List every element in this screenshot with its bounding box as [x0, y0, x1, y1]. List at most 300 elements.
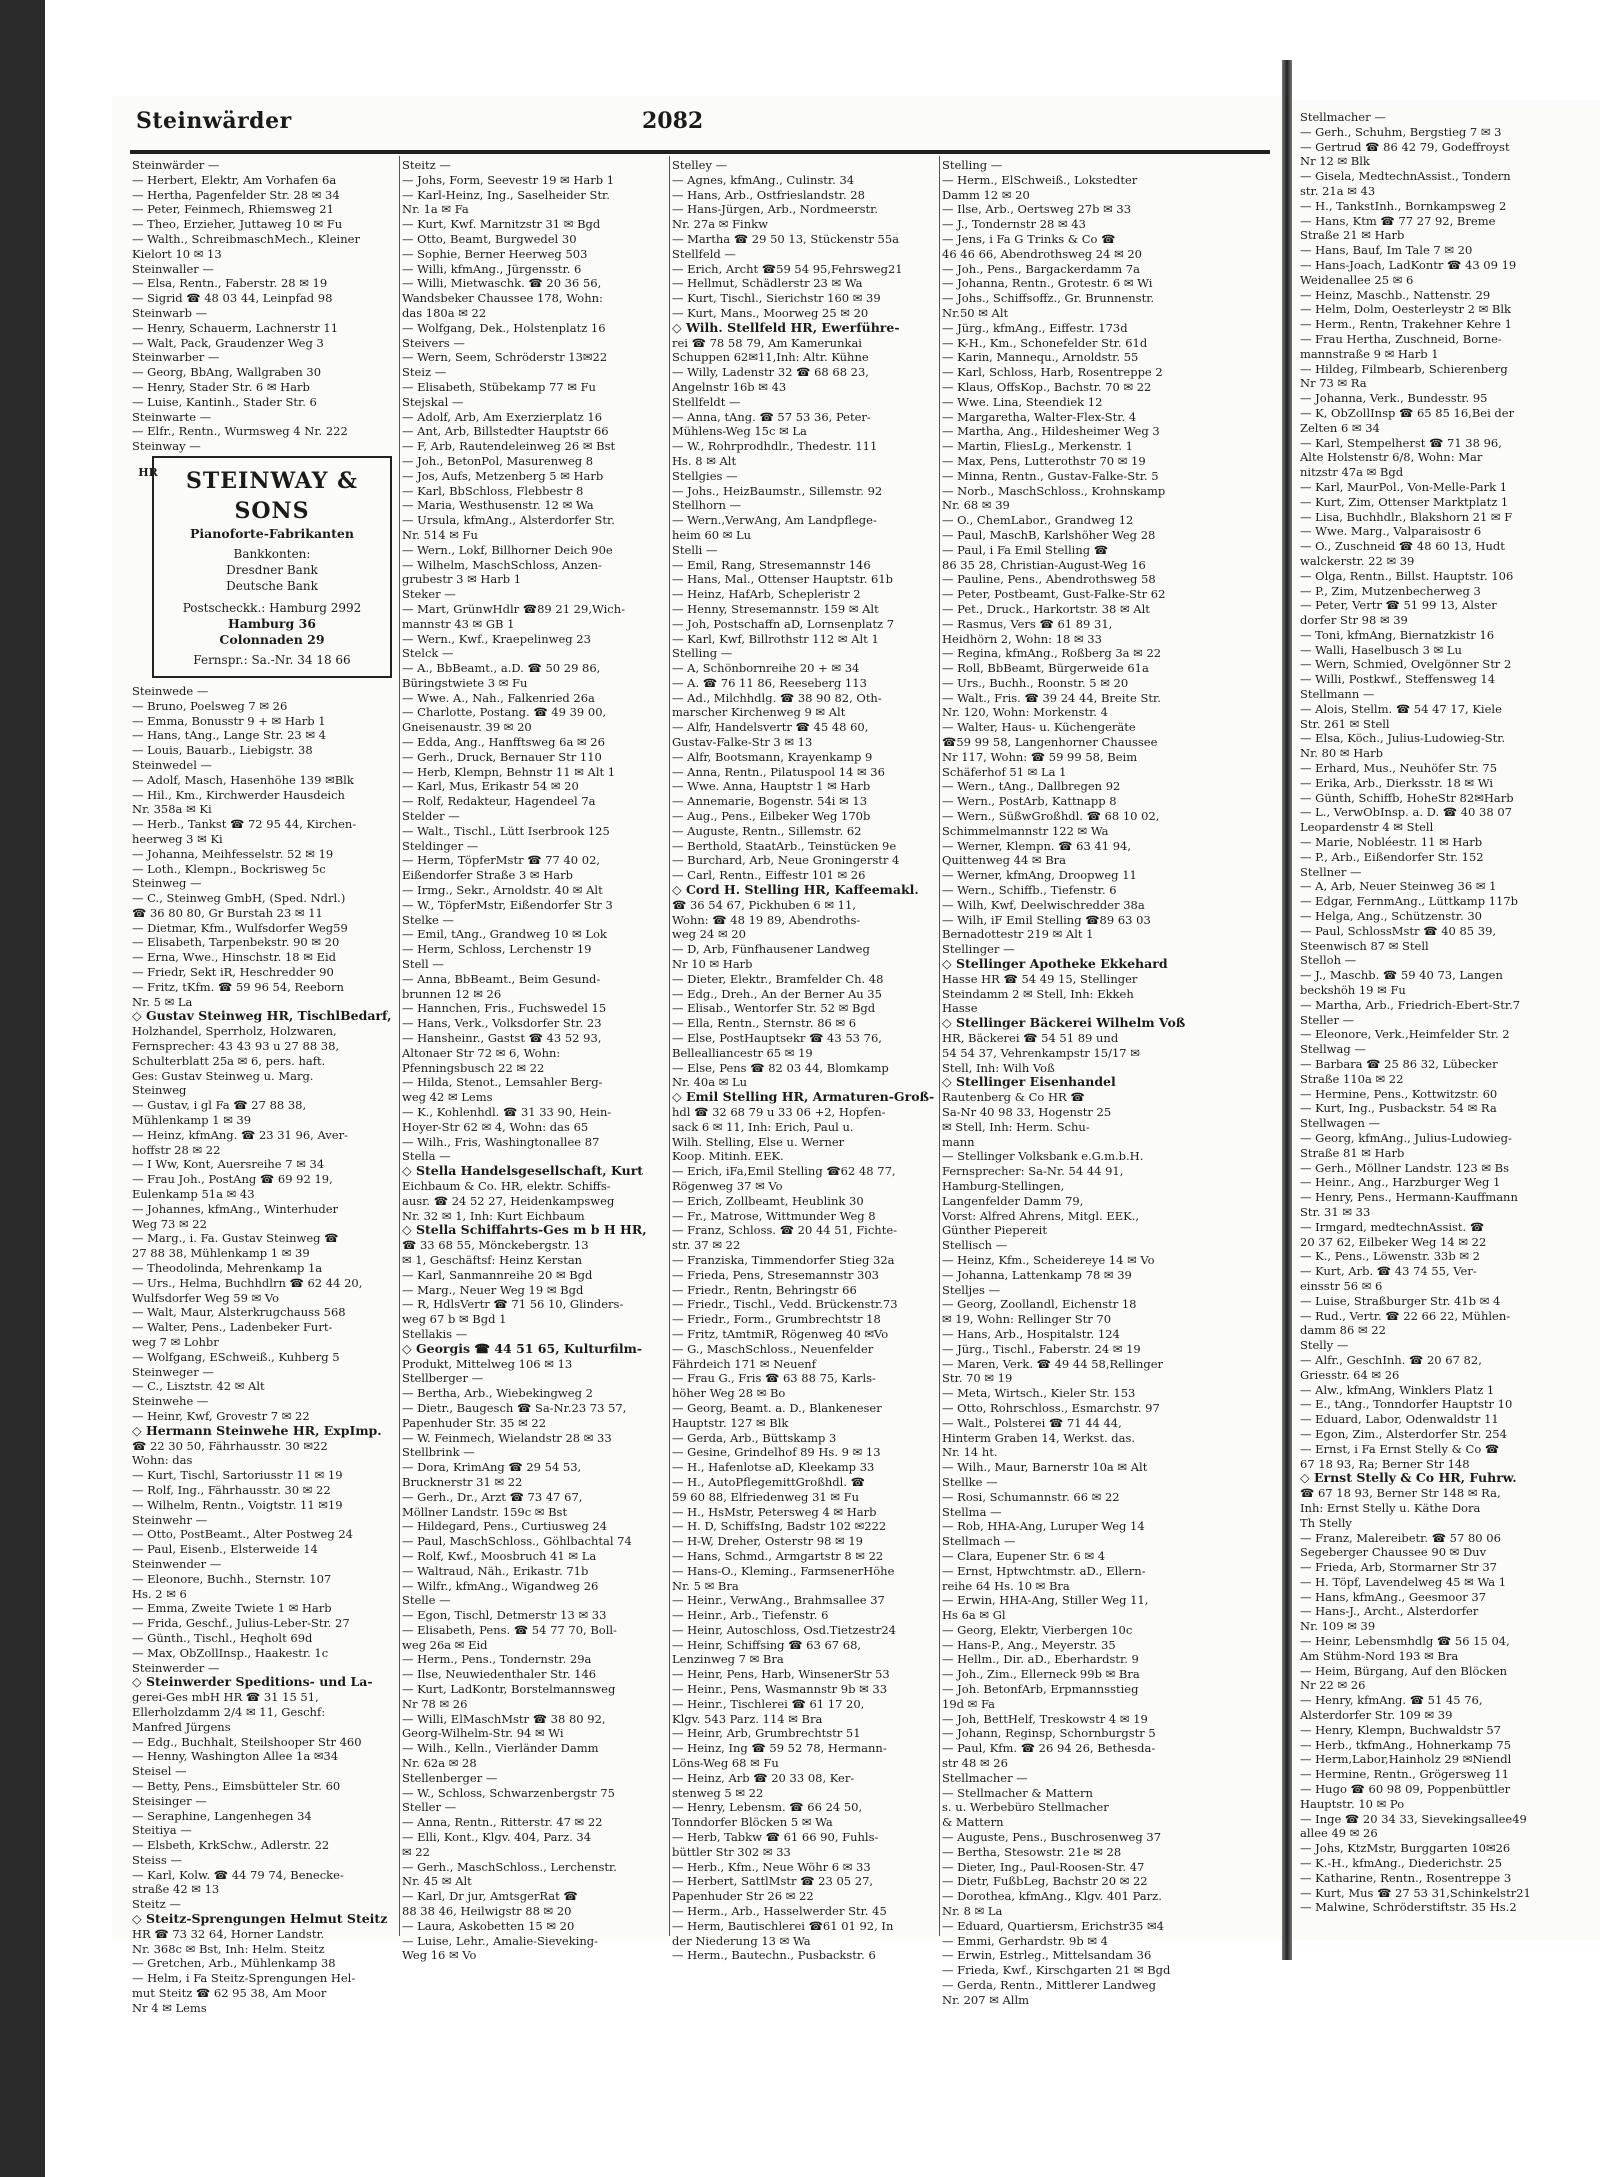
directory-entry: — Elli, Kont., Klgv. 404, Parz. 34 — [402, 1830, 592, 1845]
directory-entry: grubestr 3 ✉ Harb 1 — [402, 572, 522, 587]
directory-entry: — W., TöpferMstr, Eißendorfer Str 3 — [402, 897, 613, 912]
directory-entry: — Erwin, Estrleg., Mittelsandam 36 — [942, 1948, 1152, 1963]
surname-heading: Steinwehr — — [132, 1512, 208, 1527]
ad-bank-heading: Bankkonten: — [233, 546, 311, 561]
directory-entry: — Ilse, Neuwiedenthaler Str. 146 — [402, 1667, 597, 1682]
directory-entry: Schuppen 62✉11,Inh: Altr. Kühne — [672, 350, 869, 365]
directory-entry: mannstr 43 ✉ GB 1 — [402, 616, 515, 631]
directory-entry: — J., Tondernstr 28 ✉ 43 — [942, 217, 1086, 232]
directory-entry: — Ella, Rentn., Sternstr. 86 ✉ 6 — [672, 1016, 857, 1031]
surname-heading: Steller — — [402, 1800, 457, 1815]
directory-entry: — Fr., Matrose, Wittmunder Weg 8 — [672, 1208, 876, 1223]
directory-entry: — Bertha, Arb., Wiebekingweg 2 — [402, 1386, 593, 1401]
surname-heading: Steinwarte — — [132, 409, 212, 424]
directory-entry: — Gesine, Grindelhof 89 Hs. 9 ✉ 13 — [672, 1445, 881, 1460]
surname-heading: Stell — — [402, 957, 444, 972]
directory-entry: — Joh., Zim., Ellerneck 99b ✉ Bra — [942, 1667, 1140, 1682]
surname-heading: Stelli — — [672, 542, 718, 557]
directory-entry: — Günth., Tischl., Heqholt 69d — [132, 1630, 313, 1645]
directory-entry: Schäferhof 51 ✉ La 1 — [942, 764, 1067, 779]
directory-entry: — W., Schloss, Schwarzenbergstr 75 — [402, 1785, 615, 1800]
directory-entry: — Wern., SüßwGroßhdl. ☎ 68 10 02, — [942, 809, 1160, 824]
directory-entry: — Pauline, Pens., Abendrothsweg 58 — [942, 572, 1156, 587]
directory-entry: ◇ Steinwerder Speditions- und La- — [132, 1674, 373, 1690]
directory-entry: — Herm,Labor,Hainholz 29 ✉Niendl — [1300, 1752, 1512, 1767]
directory-entry: — Gertrud ☎ 86 42 79, Godeffroyst — [1300, 139, 1510, 154]
directory-entry: büttler Str 302 ✉ 33 — [672, 1844, 791, 1859]
directory-entry: — Elsa, Rentn., Faberstr. 28 ✉ 19 — [132, 276, 328, 291]
directory-entry: stenweg 5 ✉ 22 — [672, 1785, 764, 1800]
surname-heading: Steinwedel — — [132, 757, 213, 772]
surname-heading: Stelly — — [1300, 1338, 1349, 1353]
directory-entry: ◇ Stella Schiffahrts-Ges m b H HR, — [402, 1222, 647, 1238]
directory-entry: — Meta, Wirtsch., Kieler Str. 153 — [942, 1386, 1136, 1401]
directory-entry: 54 54 37, Vehrenkampstr 15/17 ✉ — [942, 1045, 1140, 1060]
page-title: Steinwärder — [136, 108, 292, 134]
directory-entry: Wohn: das — [132, 1453, 193, 1468]
directory-entry: — Anna, BbBeamt., Beim Gesund- — [402, 971, 601, 986]
directory-entry: — Hans, Bauf, Im Tale 7 ✉ 20 — [1300, 243, 1473, 258]
directory-entry: — Maren, Verk. ☎ 49 44 58,Rellinger — [942, 1356, 1164, 1371]
directory-entry: — Urs., Helma, Buchhdlrn ☎ 62 44 20, — [132, 1275, 363, 1290]
directory-entry: — Friedr, Sekt iR, Heschredder 90 — [132, 965, 334, 980]
directory-entry: — Heinr., Tischlerei ☎ 61 17 20, — [672, 1696, 865, 1711]
directory-entry: — Wern., Lokf, Billhorner Deich 90e — [402, 542, 613, 557]
directory-entry: — Wern, Schmied, Ovelgönner Str 2 — [1300, 657, 1512, 672]
surname-heading: Steinwaller — — [132, 261, 214, 276]
directory-entry: — Heinr., Ang., Harzburger Weg 1 — [1300, 1175, 1501, 1190]
surname-heading: Stelloh — — [1300, 953, 1357, 968]
directory-entry: Hs. 8 ✉ Alt — [672, 453, 737, 468]
directory-entry: — Gerh., Möllner Landstr. 123 ✉ Bs — [1300, 1160, 1510, 1175]
directory-entry: Nr 73 ✉ Ra — [1300, 376, 1367, 391]
directory-entry: — Gisela, MedtechnAssist., Tondern — [1300, 169, 1511, 184]
directory-entry: Alte Holstenstr 6/8, Wohn: Mar — [1300, 450, 1483, 465]
directory-entry: Hasse — [942, 1001, 978, 1016]
page-number: 2082 — [642, 108, 704, 134]
directory-entry: — O., ChemLabor., Grandweg 12 — [942, 513, 1134, 528]
directory-entry: — Henry, Lebensm. ☎ 66 24 50, — [672, 1800, 863, 1815]
directory-entry: walckerstr. 22 ✉ 39 — [1300, 553, 1415, 568]
directory-entry: — Friedr., Form., Grumbrechtstr 18 — [672, 1312, 881, 1327]
directory-entry: hoffstr 28 ✉ 22 — [132, 1142, 221, 1157]
directory-entry: — Hans, Arb., Ostfrieslandstr. 28 — [672, 187, 865, 202]
directory-entry: Alsterdorfer Str. 109 ✉ 39 — [1300, 1708, 1453, 1723]
directory-entry: — Kurt, Tischl, Sartoriusstr 11 ✉ 19 — [132, 1468, 343, 1483]
directory-entry: — Frau G., Fris ☎ 63 88 75, Karls- — [672, 1371, 876, 1386]
directory-entry: Eißendorfer Straße 3 ✉ Harb — [402, 868, 573, 883]
directory-entry: weg 26a ✉ Eid — [402, 1637, 488, 1652]
directory-entry: — Heinz, HafArb, Schepleristr 2 — [672, 587, 861, 602]
directory-entry: 46 46 66, Abendrothsweg 24 ✉ 20 — [942, 246, 1142, 261]
directory-entry: — Seraphine, Langenhegen 34 — [132, 1808, 312, 1823]
directory-entry: s. u. Werbebüro Stellmacher — [942, 1800, 1109, 1815]
directory-entry: — Agnes, kfmAng., Culinstr. 34 — [672, 172, 855, 187]
directory-entry: — H., AutoPflegemittGroßhdl. ☎ — [672, 1474, 865, 1489]
directory-entry: — Kurt, LadKontr, Borstelmannsweg — [402, 1682, 616, 1697]
directory-entry: Nr. 27a ✉ Finkw — [672, 217, 768, 232]
surname-heading: Steitz — — [132, 1897, 181, 1912]
directory-entry: ☎ 22 30 50, Fährhausstr. 30 ✉22 — [132, 1438, 328, 1453]
directory-entry: — Heinz, kfmAng. ☎ 23 31 96, Aver- — [132, 1127, 348, 1142]
directory-entry: — Hellm., Dir. aD., Eberhardstr. 9 — [942, 1652, 1139, 1667]
directory-entry: — Rob, HHA-Ang, Luruper Weg 14 — [942, 1519, 1145, 1534]
directory-entry: Angelnstr 16b ✉ 43 — [672, 379, 787, 394]
surname-heading: Steinwerder — — [132, 1660, 220, 1675]
directory-entry: 20 37 62, Eilbeker Weg 14 ✉ 22 — [1300, 1234, 1487, 1249]
directory-entry: — Henry, Pens., Hermann-Kauffmann — [1300, 1190, 1518, 1205]
directory-entry: — Emmi, Gerhardstr. 9b ✉ 4 — [942, 1933, 1108, 1948]
directory-entry: — Sigrid ☎ 48 03 44, Leinpfad 98 — [132, 291, 333, 306]
directory-entry: — Maria, Westhusenstr. 12 ✉ Wa — [402, 498, 594, 513]
surname-heading: Stellinger — — [942, 942, 1015, 957]
ad-title: STEINWAY & SONS — [186, 467, 358, 524]
directory-entry: — Joh. BetonfArb, Erpmannsstieg — [942, 1682, 1139, 1697]
directory-entry: mann — [942, 1134, 975, 1149]
directory-entry: Fährdeich 171 ✉ Neuenf — [672, 1356, 816, 1371]
directory-entry: Eichbaum & Co. HR, elektr. Schiffs- — [402, 1178, 611, 1193]
directory-entry: ✉ Stell, Inh: Herm. Schu- — [942, 1119, 1090, 1134]
directory-entry: — Max, ObZollInsp., Haakestr. 1c — [132, 1645, 329, 1660]
directory-entry: — Georg, Elektr, Vierbergen 10c — [942, 1622, 1133, 1637]
directory-entry: — Ursula, kfmAng., Alsterdorfer Str. — [402, 513, 615, 528]
directory-entry: — Georg, Zoollandl, Eichenstr 18 — [942, 1297, 1137, 1312]
directory-entry: — Auguste, Pens., Buschrosenweg 37 — [942, 1830, 1162, 1845]
directory-entry: Rögenweg 37 ✉ Vo — [672, 1178, 783, 1193]
directory-entry: — Herb., Kfm., Neue Wöhr 6 ✉ 33 — [672, 1859, 871, 1874]
directory-entry: ☎ 33 68 55, Mönckebergstr. 13 — [402, 1238, 589, 1253]
directory-entry: — Theodolinda, Mehrenkamp 1a — [132, 1261, 323, 1276]
directory-entry: — Willi, Postkwf., Steffensweg 14 — [1300, 672, 1496, 687]
directory-entry: — Friedr., Rentn, Behringstr 66 — [672, 1282, 857, 1297]
directory-entry: — Stellmacher & Mattern — [942, 1785, 1093, 1800]
ad-address-1: Hamburg 36 — [227, 615, 317, 631]
directory-entry: Nr. 1a ✉ Fa — [402, 202, 469, 217]
directory-entry: Bernadottestr 219 ✉ Alt 1 — [942, 927, 1094, 942]
surname-heading: Steisinger — — [132, 1793, 207, 1808]
directory-entry: — P., Arb., Eißendorfer Str. 152 — [1300, 849, 1484, 864]
directory-entry: — Henny, Washington Allee 1a ✉34 — [132, 1749, 339, 1764]
directory-entry: — Georg, BbAng, Wallgraben 30 — [132, 365, 322, 380]
directory-entry: — Wilhelm, Rentn., Voigtstr. 11 ✉19 — [132, 1497, 343, 1512]
directory-entry: — Louis, Bauarb., Liebigstr. 38 — [132, 743, 313, 758]
directory-entry: — Wolfgang, ESchweiß., Kuhberg 5 — [132, 1349, 340, 1364]
directory-entry: Produkt, Mittelweg 106 ✉ 13 — [402, 1356, 573, 1371]
directory-entry: Ges: Gustav Steinweg u. Marg. — [132, 1068, 314, 1083]
directory-entry: — C., Steinweg GmbH, (Sped. Ndrl.) — [132, 891, 346, 906]
directory-entry: — Carl, Rentn., Eiffestr 101 ✉ 26 — [672, 868, 866, 883]
directory-entry: — Bertha, Stesowstr. 21e ✉ 28 — [942, 1844, 1122, 1859]
directory-entry: weg 67 b ✉ Bgd 1 — [402, 1312, 507, 1327]
directory-entry: — Hildeg, Filmbearb, Schierenberg — [1300, 361, 1508, 376]
directory-entry: — Karl, Stempelherst ☎ 71 38 96, — [1300, 435, 1502, 450]
directory-entry: — Herm., Arb., Hasselwerder Str. 45 — [672, 1904, 887, 1919]
directory-entry: — Wwe. Lina, Steendiek 12 — [942, 394, 1103, 409]
column-divider — [399, 156, 400, 1936]
directory-entry: — Paul, SchlossMstr ☎ 40 85 39, — [1300, 923, 1497, 938]
directory-entry: — Edg., Dreh., An der Berner Au 35 — [672, 986, 882, 1001]
directory-entry: Nr. 5 ✉ Bra — [672, 1578, 739, 1593]
directory-entry: — Dietr., Baugesch ☎ Sa-Nr.23 73 57, — [402, 1400, 627, 1415]
directory-entry: — Erika, Arb., Dierksstr. 18 ✉ Wi — [1300, 775, 1494, 790]
directory-entry: — Rolf, Kwf., Moosbruch 41 ✉ La — [402, 1548, 597, 1563]
directory-entry: Am Stühm-Nord 193 ✉ Bra — [1300, 1648, 1459, 1663]
directory-entry: — Franziska, Timmendorfer Stieg 32a — [672, 1252, 895, 1267]
surname-heading: Steisel — — [132, 1764, 187, 1779]
surname-heading: Stellbrink — — [402, 1445, 475, 1460]
directory-entry: — Egon, Tischl, Detmerstr 13 ✉ 33 — [402, 1608, 607, 1623]
directory-entry: — Charlotte, Postang. ☎ 49 39 00, — [402, 705, 607, 720]
directory-entry: 67 18 93, Ra; Berner Str 148 — [1300, 1456, 1470, 1471]
surname-heading: Steinwehe — — [132, 1394, 209, 1409]
directory-entry: Nr. 80 ✉ Harb — [1300, 746, 1383, 761]
surname-heading: Stelck — — [402, 646, 454, 661]
directory-entry: — Hermine, Pens., Kottwitzstr. 60 — [1300, 1086, 1498, 1101]
directory-entry: — Wilh, iF Emil Stelling ☎89 63 03 — [942, 912, 1151, 927]
directory-entry: — Helga, Ang., Schützenstr. 30 — [1300, 909, 1482, 924]
directory-entry: ☎ 67 18 93, Berner Str 148 ✉ Ra, — [1300, 1486, 1501, 1501]
directory-entry: — W., Rohrprodhdlr., Thedestr. 111 — [672, 439, 878, 454]
scan-edge — [0, 0, 45, 2177]
directory-entry: reihe 64 Hs. 10 ✉ Bra — [942, 1578, 1070, 1593]
directory-entry: — Sophie, Berner Heerweg 503 — [402, 246, 588, 261]
directory-entry: — Elfr., Rentn., Wurmsweg 4 Nr. 222 — [132, 424, 348, 439]
surname-heading: Stellmacher — — [1300, 110, 1386, 124]
directory-entry: hdl ☎ 32 68 79 u 33 06 +2, Hopfen- — [672, 1105, 886, 1119]
directory-entry: — Wwe. A., Nah., Falkenried 26a — [402, 690, 595, 705]
directory-entry: Hasse HR ☎ 54 49 15, Stellinger — [942, 971, 1138, 986]
surname-heading: Steinway — — [132, 439, 201, 454]
directory-entry: Hauptstr. 127 ✉ Blk — [672, 1415, 789, 1430]
directory-entry: — Herb., Tankst ☎ 72 95 44, Kirchen- — [132, 817, 357, 832]
directory-entry: — Johs., HeizBaumstr., Sillemstr. 92 — [672, 483, 883, 498]
directory-entry: ◇ Steitz-Sprengungen Helmut Steitz — [132, 1911, 388, 1927]
directory-entry: — Aug., Pens., Eilbeker Weg 170b — [672, 809, 871, 824]
directory-entry: — Otto, Beamt, Burgwedel 30 — [402, 231, 577, 246]
directory-entry: — Hermine, Rentn., Grögersweg 11 — [1300, 1767, 1509, 1782]
directory-entry: — Wern., Schiffb., Tiefenstr. 6 — [942, 883, 1117, 898]
directory-entry: — H-W, Dreher, Osterstr 98 ✉ 19 — [672, 1534, 863, 1549]
directory-entry: — Hertha, Pagenfelder Str. 28 ✉ 34 — [132, 187, 340, 202]
directory-entry: — H., Hafenlotse aD, Kleekamp 33 — [672, 1460, 875, 1475]
surname-heading: Stellke — — [942, 1474, 998, 1489]
directory-entry: Wulfsdorfer Weg 59 ✉ Vo — [132, 1290, 280, 1305]
surname-heading: Stelling — — [942, 158, 1003, 172]
directory-entry: Manfred Jürgens — [132, 1719, 231, 1734]
directory-entry: Straße 110a ✉ 22 — [1300, 1071, 1404, 1086]
directory-entry: — Else, PostHauptsekr ☎ 43 53 76, — [672, 1031, 882, 1046]
directory-entry: — Herm., ElSchweiß., Lokstedter — [942, 172, 1138, 187]
surname-heading: Stellhorn — — [672, 498, 742, 513]
directory-entry: Schulterblatt 25a ✉ 6, pers. haft. — [132, 1053, 326, 1068]
directory-entry: — Malwine, Schröderstiftstr. 35 Hs.2 — [1300, 1900, 1517, 1915]
directory-entry: Zelten 6 ✉ 34 — [1300, 420, 1380, 435]
directory-entry: — Hans, Schmd., Armgartstr 8 ✉ 22 — [672, 1548, 884, 1563]
directory-entry: Langenfelder Damm 79, — [942, 1193, 1084, 1208]
directory-entry: — Hans, Verk., Volksdorfer Str. 23 — [402, 1016, 602, 1031]
directory-entry: Lenzinweg 7 ✉ Bra — [672, 1652, 784, 1667]
directory-entry: Steinweg — [132, 1083, 187, 1098]
directory-entry: — Adolf, Arb, Am Exerzierplatz 16 — [402, 409, 603, 424]
directory-entry: Kielort 10 ✉ 13 — [132, 246, 222, 261]
directory-entry: — Burchard, Arb, Neue Groningerstr 4 — [672, 853, 900, 868]
directory-entry: 59 60 88, Elfriedenweg 31 ✉ Fu — [672, 1489, 860, 1504]
directory-entry: weg 24 ✉ 20 — [672, 927, 746, 942]
book-gutter — [1282, 60, 1292, 1960]
directory-entry: str. 21a ✉ 43 — [1300, 183, 1376, 198]
directory-entry: — Herbert, Elektr, Am Vorhafen 6a — [132, 172, 337, 187]
directory-entry: Hs 6a ✉ Gl — [942, 1608, 1006, 1623]
directory-entry: Nr.50 ✉ Alt — [942, 305, 1009, 320]
directory-entry: — Martin, FliesLg., Merkenstr. 1 — [942, 439, 1133, 454]
directory-entry: — Marg., i. Fa. Gustav Steinweg ☎ — [132, 1231, 339, 1246]
surname-heading: Stellfeld — — [672, 246, 736, 261]
directory-entry: — Willy, Ladenstr 32 ☎ 68 68 23, — [672, 365, 869, 380]
directory-entry: Nr 22 ✉ 26 — [1300, 1678, 1366, 1693]
directory-entry: Weidenallee 25 ✉ 6 — [1300, 272, 1414, 287]
surname-heading: Stellenberger — — [402, 1770, 498, 1785]
directory-entry: ◇ Stellinger Eisenhandel — [942, 1074, 1116, 1090]
directory-entry: Nr. 368c ✉ Bst, Inh: Helm. Steitz — [132, 1941, 325, 1956]
directory-entry: — Johanna, Verk., Bundesstr. 95 — [1300, 391, 1488, 406]
directory-entry: allee 49 ✉ 26 — [1300, 1826, 1378, 1841]
directory-entry: — Alw., kfmAng, Winklers Platz 1 — [1300, 1382, 1495, 1397]
directory-entry: — Hildegard, Pens., Curtiusweg 24 — [402, 1519, 608, 1534]
directory-entry: — Werner, kfmAng, Droopweg 11 — [942, 868, 1137, 883]
surname-heading: Stellgies — — [672, 468, 738, 483]
directory-entry: — Kurt, Tischl., Sierichstr 160 ✉ 39 — [672, 291, 881, 306]
directory-entry: str. 37 ✉ 22 — [672, 1238, 741, 1253]
directory-entry: — Barbara ☎ 25 86 32, Lübecker — [1300, 1057, 1498, 1071]
directory-entry: — Johanna, Rentn., Grotestr. 6 ✉ Wi — [942, 276, 1153, 291]
directory-entry: — Gerh., MaschSchloss., Lerchenstr. — [402, 1859, 617, 1874]
directory-entry: — Wilh., Kelln., Vierländer Damm — [402, 1741, 599, 1756]
directory-entry: Brucknerstr 31 ✉ 22 — [402, 1474, 523, 1489]
surname-heading: Stelke — — [402, 912, 454, 927]
directory-entry: — Peter, Postbeamt, Gust-Falke-Str 62 — [942, 587, 1166, 602]
directory-entry: ◇ Georgis ☎ 44 51 65, Kulturfilm- — [402, 1340, 643, 1356]
directory-entry: — Henny, Stresemannstr. 159 ✉ Alt — [672, 601, 879, 616]
directory-entry: Hoyer-Str 62 ✉ 4, Wohn: das 65 — [402, 1119, 589, 1134]
directory-entry: Steenwisch 87 ✉ Stell — [1300, 938, 1429, 953]
directory-entry: — Hannchen, Fris., Fuchswedel 15 — [402, 1001, 607, 1016]
surname-heading: Stellfeldt — — [672, 394, 741, 409]
directory-entry: — Otto, PostBeamt., Alter Postweg 24 — [132, 1527, 353, 1542]
directory-entry: — Karl, Kwf, Billrothstr 112 ✉ Alt 1 — [672, 631, 879, 646]
directory-entry: heim 60 ✉ Lu — [672, 527, 752, 542]
directory-entry: — K, ObZollInsp ☎ 65 85 16,Bei der — [1300, 405, 1515, 420]
surname-heading: Steinwender — — [132, 1556, 222, 1571]
directory-entry: — Heinr., Arb., Tiefenstr. 6 — [672, 1608, 829, 1623]
directory-entry: — Emma, Zweite Twiete 1 ✉ Harb — [132, 1601, 332, 1616]
surname-heading: Stella — — [402, 1149, 451, 1164]
ad-postal: Postscheckk.: Hamburg 2992 — [182, 600, 362, 615]
directory-entry: — K., Pens., Löwenstr. 33b ✉ 2 — [1300, 1249, 1480, 1264]
directory-entry: — Helm, Dolm, Oesterleystr 2 ✉ Blk — [1300, 302, 1511, 317]
directory-entry: Papenhuder Str 26 ✉ 22 — [672, 1889, 814, 1904]
directory-entry: Fernsprecher: 43 43 93 u 27 88 38, — [132, 1039, 340, 1054]
directory-entry: Wohn: ☎ 48 19 89, Abendroths- — [672, 912, 861, 927]
directory-entry: — Günth, Schiffb, HoheStr 82✉Harb — [1300, 790, 1514, 805]
surname-heading: Steinweg — — [132, 876, 202, 891]
directory-entry: — Martha, Arb., Friedrich-Ebert-Str.7 — [1300, 997, 1521, 1012]
directory-entry: — Max, Pens, Lutterothstr 70 ✉ 19 — [942, 453, 1146, 468]
directory-entry: — Karl, Sanmannreihe 20 ✉ Bgd — [402, 1267, 593, 1282]
page-header — [112, 104, 1282, 150]
directory-entry: — Eduard, Labor, Odenwaldstr 11 — [1300, 1412, 1499, 1427]
directory-entry: — Gerda, Rentn., Mittlerer Landweg — [942, 1978, 1156, 1993]
directory-entry: — Herm, Schloss, Lerchenstr 19 — [402, 942, 592, 957]
directory-entry: 86 35 28, Christian-August-Weg 16 — [942, 557, 1146, 572]
directory-entry: — Karl, BbSchloss, Flebbestr 8 — [402, 483, 584, 498]
directory-entry: der Niederung 13 ✉ Wa — [672, 1933, 811, 1948]
directory-entry: Nr. 40a ✉ Lu — [672, 1075, 748, 1090]
directory-entry: — Hans-Jürgen, Arb., Nordmeerstr. — [672, 202, 879, 217]
directory-entry: — Jürg., Tischl., Faberstr. 24 ✉ 19 — [942, 1341, 1141, 1356]
directory-entry: — H. D, SchiffsIng, Badstr 102 ✉222 — [672, 1519, 887, 1534]
surname-heading: Stelder — — [402, 809, 460, 824]
directory-entry: Nr 78 ✉ 26 — [402, 1696, 468, 1711]
directory-entry: — Stellinger Volksbank e.G.m.b.H. — [942, 1149, 1144, 1164]
directory-entry: Weg 16 ✉ Vo — [402, 1948, 477, 1963]
directory-entry: Ellerholzdamm 2/4 ✉ 11, Geschf: — [132, 1704, 326, 1719]
directory-entry: — K., Kohlenhdl. ☎ 31 33 90, Hein- — [402, 1105, 612, 1119]
directory-entry: — Marie, Nobléestr. 11 ✉ Harb — [1300, 835, 1483, 850]
directory-entry: weg 42 ✉ Lems — [402, 1090, 493, 1105]
directory-entry: Leopardenstr 4 ✉ Stell — [1300, 820, 1434, 835]
directory-entry: — Heinr, Schiffsing ☎ 63 67 68, — [672, 1637, 862, 1652]
column-1 — [132, 158, 398, 2015]
directory-entry: — Frida, Geschf., Julius-Leber-Str. 27 — [132, 1616, 350, 1631]
directory-entry: Tonndorfer Blöcken 5 ✉ Wa — [672, 1815, 833, 1830]
directory-entry: — Emil, tAng., Grandweg 10 ✉ Lok — [402, 927, 607, 942]
directory-entry: — Georg, Beamt. a. D., Blankeneser — [672, 1400, 882, 1415]
directory-entry: — Anna, tAng. ☎ 57 53 36, Peter- — [672, 409, 871, 424]
directory-entry: — Henry, kfmAng. ☎ 51 45 76, — [1300, 1693, 1483, 1708]
directory-entry: — Georg, kfmAng., Julius-Ludowieg- — [1300, 1130, 1512, 1145]
directory-entry: Inh: Ernst Stelly u. Käthe Dora — [1300, 1500, 1481, 1515]
directory-entry: — J., Maschb. ☎ 59 40 73, Langen — [1300, 968, 1503, 983]
directory-entry: Fernsprecher: Sa-Nr. 54 44 91, — [942, 1164, 1124, 1179]
directory-entry: Nr. 45 ✉ Alt — [402, 1874, 472, 1889]
surname-heading: Stelljes — — [942, 1282, 1001, 1297]
directory-entry: — Anna, Rentn., Pilatuspool 14 ✉ 36 — [672, 764, 885, 779]
directory-entry: — Frieda, Arb, Stormarner Str 37 — [1300, 1560, 1497, 1575]
directory-entry: — Hans, Mal., Ottenser Hauptstr. 61b — [672, 572, 894, 587]
directory-entry: Nr. 109 ✉ 39 — [1300, 1619, 1376, 1634]
directory-entry: — Wilh., Maur, Barnerstr 10a ✉ Alt — [942, 1460, 1148, 1475]
directory-entry: — Karin, Mannequ., Arnoldstr. 55 — [942, 350, 1139, 365]
directory-entry: — Werner, Klempn. ☎ 63 41 94, — [942, 838, 1132, 853]
directory-entry: Bellealliancestr 65 ✉ 19 — [672, 1045, 813, 1060]
directory-entry: — Henry, Klempn, Buchwaldstr 57 — [1300, 1722, 1501, 1737]
surname-heading: Steinwede — — [132, 683, 209, 698]
directory-entry: straße 42 ✉ 13 — [132, 1882, 220, 1897]
directory-entry: — Hans-P., Ang., Meyerstr. 35 — [942, 1637, 1116, 1652]
directory-entry: — Elisabeth, Pens. ☎ 54 77 70, Boll- — [402, 1622, 617, 1637]
directory-entry: — Walt, Maur, Alsterkrugchauss 568 — [132, 1305, 346, 1320]
directory-entry: Mühlens-Weg 15c ✉ La — [672, 424, 807, 439]
directory-entry: Möllner Landstr. 159c ✉ Bst — [402, 1504, 568, 1519]
directory-entry: — Jos, Aufs, Metzenberg 5 ✉ Harb — [402, 468, 604, 483]
surname-heading: Stellmach — — [942, 1534, 1016, 1549]
directory-entry: — Rud., Vertr. ☎ 22 66 22, Mühlen- — [1300, 1308, 1511, 1323]
directory-entry: Heidhörn 2, Wohn: 18 ✉ 33 — [942, 631, 1102, 646]
directory-entry: — Walter, Pens., Ladenbeker Furt- — [132, 1320, 333, 1335]
directory-entry: Gneisenaustr. 39 ✉ 20 — [402, 720, 532, 735]
surname-heading: Stelley — — [672, 158, 728, 172]
directory-entry: — Edg., Buchhalt, Steilshooper Str 460 — [132, 1734, 362, 1749]
